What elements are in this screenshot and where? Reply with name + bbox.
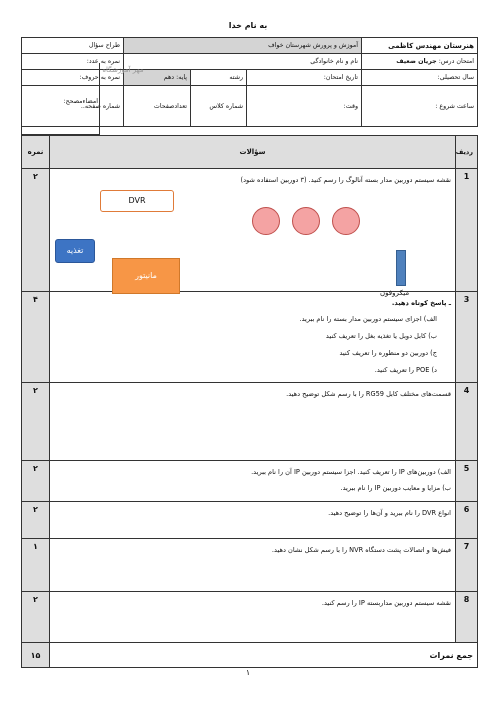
question-row	[22, 383, 478, 461]
question-number: 1	[456, 169, 478, 292]
start-time-label: ساعت شروع :	[362, 86, 478, 127]
question-body	[50, 592, 456, 643]
microphone-shape	[396, 250, 406, 286]
question-title: ـ پاسخ کوتاه دهید.	[391, 299, 451, 307]
power-supply-box: تغذیه	[55, 239, 95, 263]
question-number: 6	[456, 502, 478, 539]
score-text-label: نمره به حروف:	[22, 70, 124, 86]
question-text: انواع DVR را نام ببرید و آن‌ها را توضیح دهید.	[328, 509, 451, 517]
question-body	[50, 539, 456, 592]
question-body	[50, 292, 456, 383]
question-body	[50, 502, 456, 539]
question-part: ب) مزایا و معایب دوربین IP را نام ببرید.	[340, 484, 451, 492]
school-year-label: سال تحصیلی:	[362, 70, 478, 86]
question-body	[50, 383, 456, 461]
question-score: ۱	[22, 539, 50, 592]
question-row	[22, 461, 478, 502]
question-number: 7	[456, 539, 478, 592]
question-part: الف) دوربین‌های IP را تعریف کنید. اجزا سیستم دوربین IP آن را نام ببرید.	[251, 468, 451, 476]
question-part: د) POE را تعریف کنید.	[374, 366, 437, 374]
question-row	[22, 292, 478, 383]
page-heading: به نام خدا	[228, 21, 268, 30]
score-column-header: نمره	[22, 136, 50, 169]
question-part: الف) اجزای سیستم دوربین مدار بسته را نام ببرید.	[299, 315, 437, 323]
page-count-label: تعدادصفحات	[124, 86, 191, 127]
total-label: جمع نمرات	[50, 643, 478, 668]
camera-circle	[332, 207, 360, 235]
question-number: 5	[456, 461, 478, 502]
grade-label: پایه: دهم	[124, 70, 191, 86]
microphone-label: میکروفون	[380, 289, 410, 297]
school-stamp: مهر آموزشگاه	[102, 66, 144, 74]
education-office: آموزش و پرورش شهرستان خواف	[124, 38, 362, 54]
question-score: ۴	[22, 292, 50, 383]
question-body	[50, 461, 456, 502]
question-score: ۲	[22, 383, 50, 461]
question-part: ج) دوربین دو منظوره را تعریف کنید	[339, 349, 437, 357]
question-number: 4	[456, 383, 478, 461]
camera-circle	[292, 207, 320, 235]
question-score: ۲	[22, 461, 50, 502]
monitor-box: مانیتور	[112, 258, 180, 294]
question-score: ۲	[22, 169, 50, 292]
question-part: ب) کابل دوبل یا تغذیه بغل را تعریف کنید	[325, 332, 437, 340]
dvr-box: DVR	[100, 190, 174, 212]
question-text: نقشه سیستم دوربین مدار بسته آنالوگ را رسم کنید. (۳ دوربین استفاده شود)	[240, 176, 451, 184]
total-score: ۱۵	[22, 643, 50, 668]
question-number: 8	[456, 592, 478, 643]
school-name: هنرستان مهندس کاظمی	[362, 38, 478, 54]
question-text: فیش‌ها و اتصالات پشت دستگاه NVR را با رسم شکل نشان دهید.	[271, 546, 451, 554]
subject-cell	[362, 54, 478, 70]
field-label: رشته	[191, 70, 247, 86]
page-number: ۱	[245, 668, 251, 677]
subject-label: امتحان درس:	[438, 58, 475, 65]
subject-value: جریان ضعیف	[396, 58, 437, 65]
exam-date-label: تاریخ امتحان:	[247, 70, 362, 86]
page-number-label: شماره صفحه..	[22, 86, 124, 127]
question-row	[22, 592, 478, 643]
total-row	[22, 643, 478, 668]
class-number-label: شماره کلاس	[191, 86, 247, 127]
designer-label: طراح سؤال	[22, 38, 124, 54]
question-row	[22, 169, 478, 292]
grader-signature-label: امضاءمصحح:	[63, 98, 98, 105]
score-number-label: نمره به عدد:	[22, 54, 124, 70]
duration-label: وقت:	[247, 86, 362, 127]
questions-table	[21, 135, 478, 668]
question-row	[22, 502, 478, 539]
question-text: قسمت‌های مختلف کابل RG59 را با رسم شکل توضیح دهید.	[286, 390, 451, 398]
question-text: نقشه سیستم دوربین مداربسته IP را رسم کنید.	[321, 599, 451, 607]
row-column-header: ردیف	[456, 136, 478, 169]
question-score: ۲	[22, 502, 50, 539]
question-body	[50, 169, 456, 297]
student-name-field: نام و نام خانوادگی	[124, 54, 362, 70]
questions-column-header: سؤالات	[50, 136, 456, 169]
question-row	[22, 539, 478, 592]
cctv-diagram	[54, 188, 451, 297]
question-score: ۲	[22, 592, 50, 643]
question-number: 3	[456, 292, 478, 383]
camera-circle	[252, 207, 280, 235]
